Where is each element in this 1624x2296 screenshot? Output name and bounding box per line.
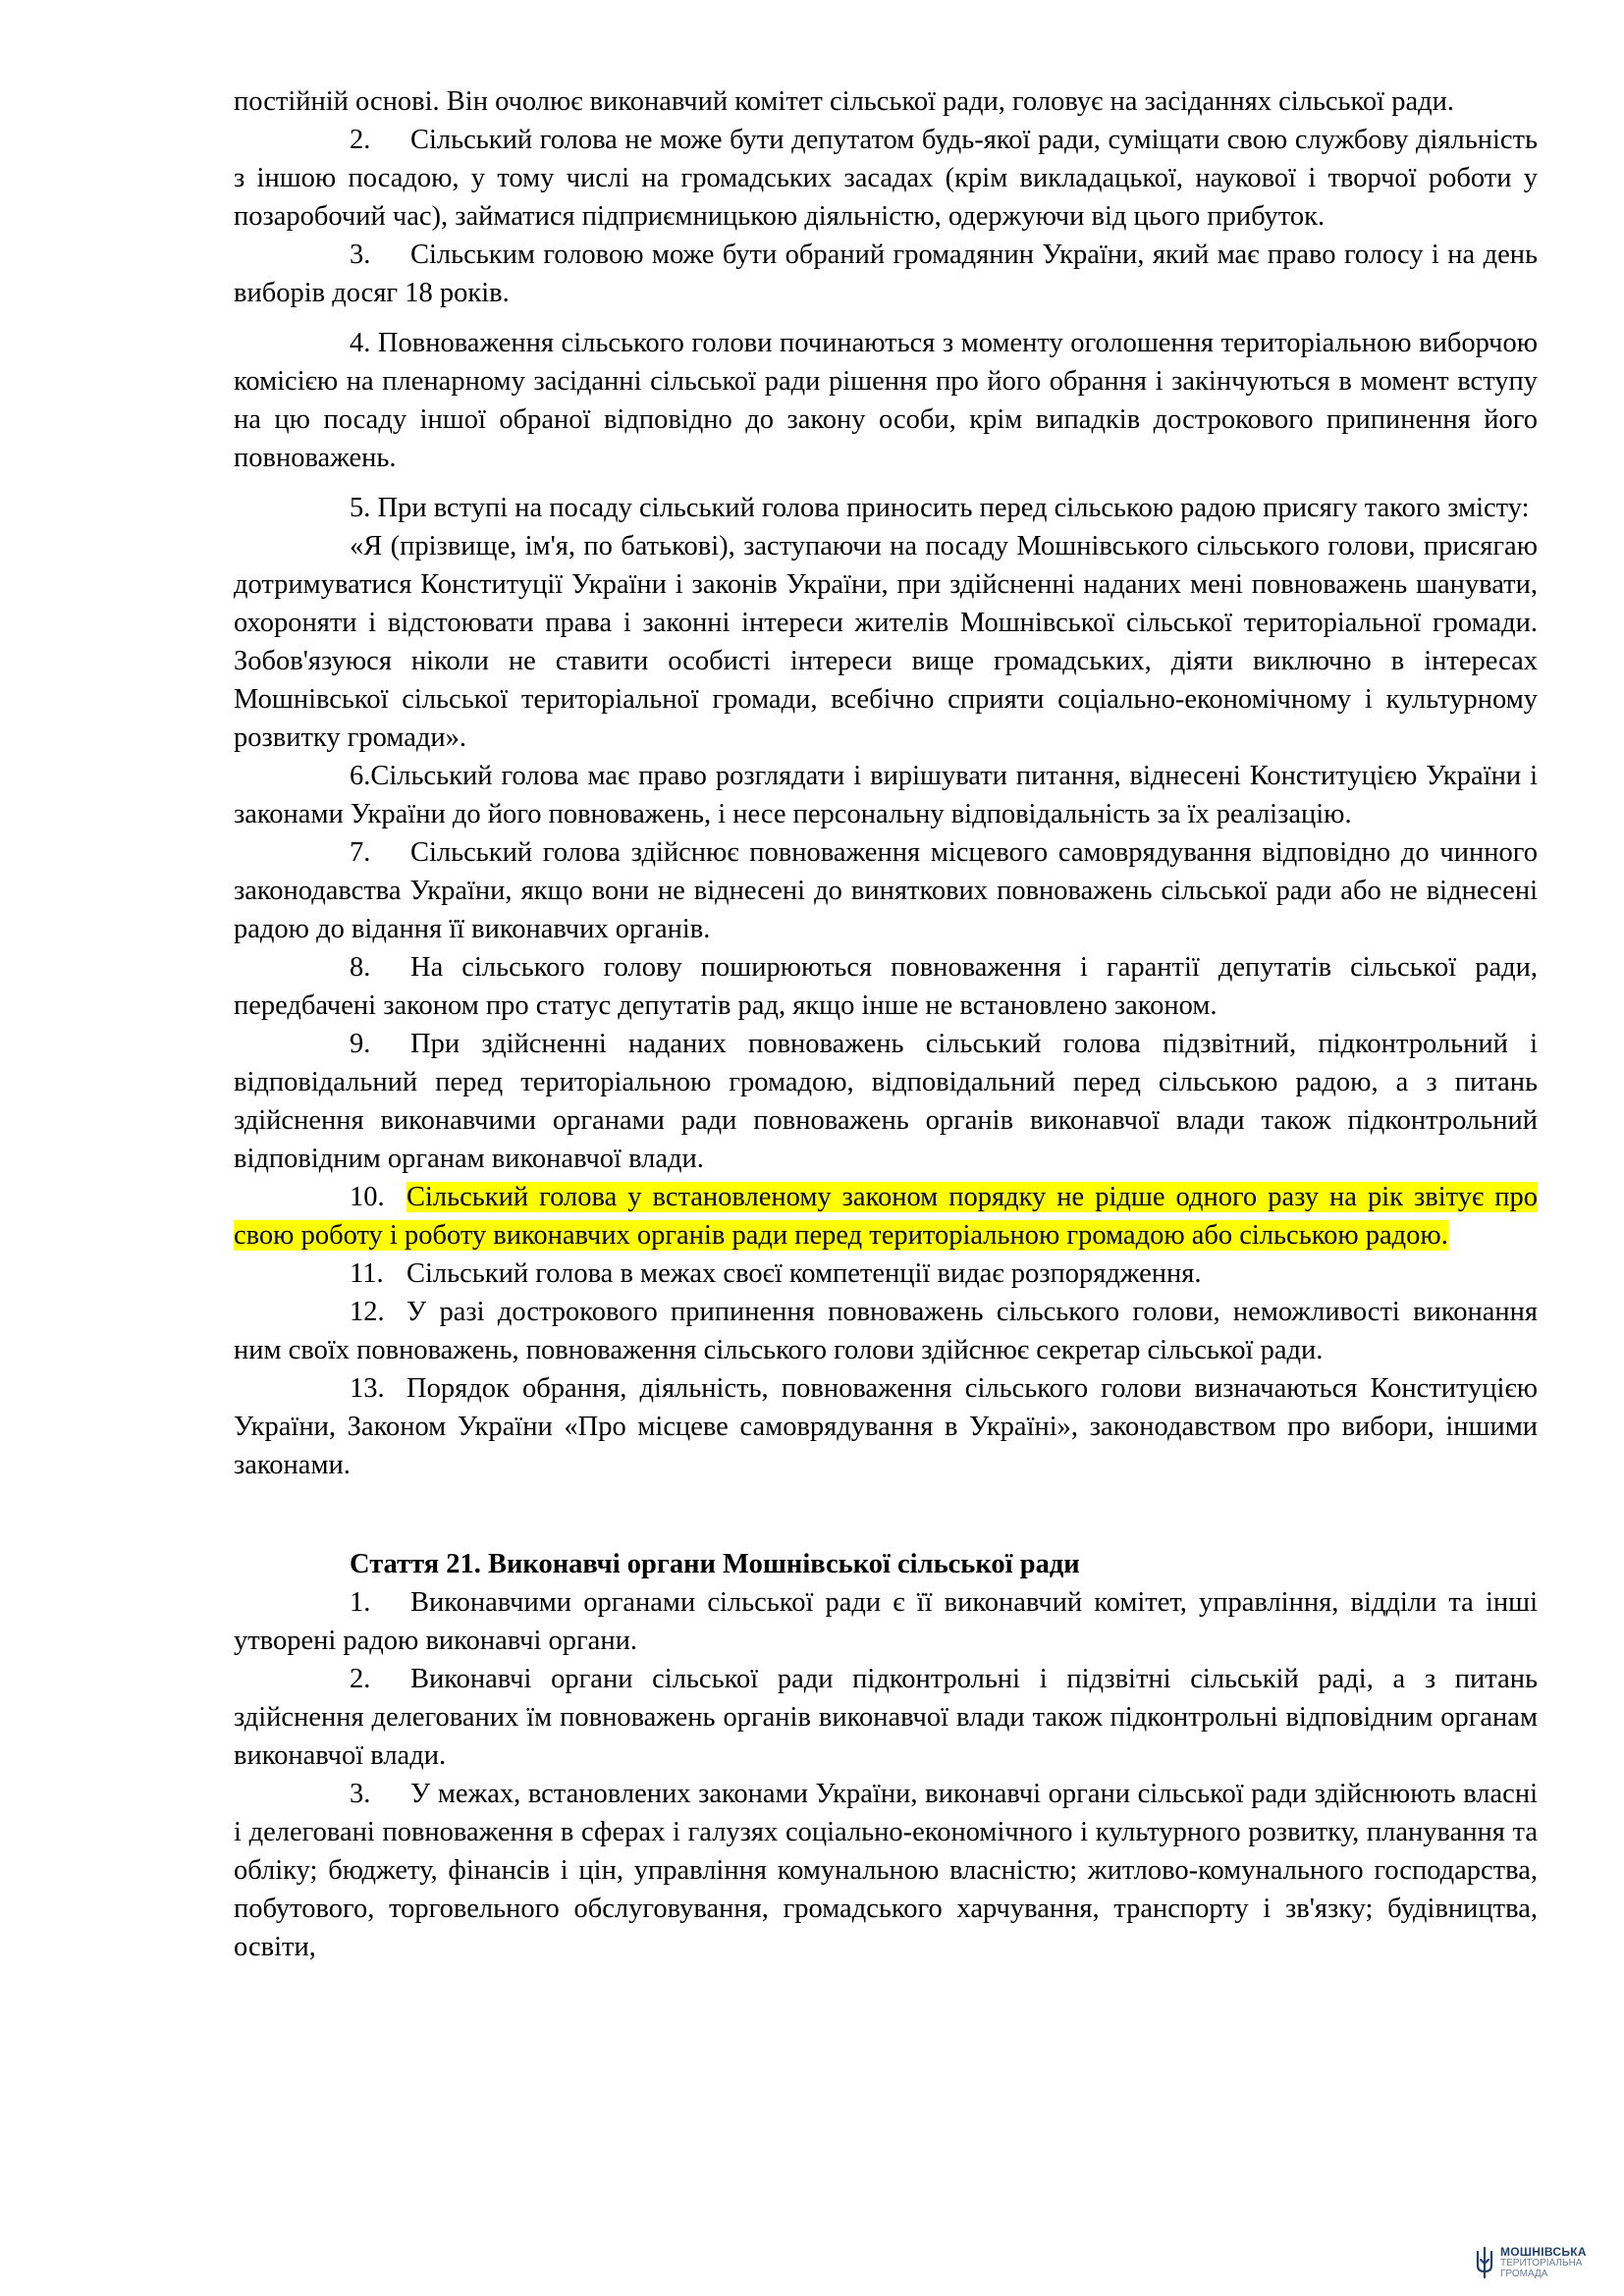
item-number: 9. [350,1029,371,1059]
item-text: У межах, встановлених законами України, виконавчі органи сільської ради здійснюють власні і делеговані повноваження в сферах і галузях соціально-економічного і культурного розвитку, планування та обліку; бюджету, фінансів і цін, управління комунальною власністю; житлово-комунального господарства, побутового, торговельного обслуговування, громадського харчування, транспорту і зв'язку; будівництва, освіти, [234,1779,1538,1962]
article-21-item-3 [234,1775,1538,1966]
logo-line-1: МОШНІВСЬКА [1500,2244,1587,2259]
item-number: 8. [350,952,371,983]
paragraph-continuation: постійній основі. Він очолює виконавчий комітет сільської ради, головує на засіданнях сільської ради. [234,86,1454,117]
item-text: Повноваження сільського голови починаються з моменту оголошення територіальною виборчою комісією на пленарному засіданні сільської ради рішення про його обрання і закінчуються в момент вступу на цю посаду іншої обраної відповідно до закону особи, крім випадків дострокового припинення його повноважень. [234,328,1538,473]
item-number: 5. [350,493,371,523]
paragraph-11 [234,1255,1538,1293]
paragraph-5 [234,489,1538,527]
paragraph-9 [234,1025,1538,1178]
logo-text [1500,2244,1587,2279]
item-text: Порядок обрання, діяльність, повноваження сільського голови визначаються Конституцією України, Законом України «Про місцеве самоврядування в Україні», законодавством про вибори, іншими законами. [234,1373,1538,1480]
item-text: У разі дострокового припинення повноважень сільського голови, неможливості виконання ним своїх повноважень, повноваження сільського голови здійснює секретар сільської ради. [234,1297,1538,1365]
item-number: 6. [350,761,371,791]
paragraph-10-highlighted [234,1178,1538,1255]
item-text: Сільським головою може бути обраний громадянин України, який має право голосу і на день виборів досяг 18 років. [234,240,1538,308]
item-text: Сільський голова здійснює повноваження місцевого самоврядування відповідно до чинного законодавства України, якщо вони не віднесені до виняткових повноважень сільської ради або не віднесені радою до відання її виконавчих органів. [234,837,1538,944]
item-text: Сільський голова має право розглядати і вирішувати питання, віднесені Конституцією України і законами України до його повноважень, і несе персональну відповідальність за їх реалізацію. [234,761,1538,829]
paragraph-3 [234,236,1538,312]
item-number: 1. [350,1587,371,1618]
logo-line-3: ГРОМАДА [1500,2268,1548,2279]
community-logo [1475,2246,1587,2279]
item-text: При вступі на посаду сільський голова приносить перед сільською радою присягу такого змісту: [377,493,1530,523]
paragraph-13 [234,1369,1538,1484]
document-body [234,82,1538,1966]
article-21-item-1 [234,1583,1538,1660]
item-number: 4. [350,328,371,358]
item-number: 7. [350,837,371,868]
oath-text: «Я (прізвище, ім'я, по батькові), заступаючи на посаду Мошнівського сільського голови, присягаю дотримуватися Конституції України і законів України, при здійсненні наданих мені повноважень шанувати, охороняти і відстоювати права і законні інтереси жителів Мошнівської сільської територіальної громади. Зобов'язуюся ніколи не ставити особисті інтереси вище громадських, діяти виключно в інтересах Мошнівської сільської територіальної громади, всебічно сприяти соціально-економічному і культурному розвитку громади». [234,531,1538,753]
paragraph-4 [234,324,1538,477]
highlighted-text: Сільський голова у встановленому законом порядку не рідше одного разу на рік звітує про свою роботу і роботу виконавчих органів ради перед територіальною громадою або сільською радою. [234,1182,1538,1251]
item-number: 3. [350,240,371,270]
item-text: Сільський голова в межах своєї компетенції видає розпорядження. [406,1258,1202,1289]
item-number: 10. [350,1182,385,1212]
paragraph-12 [234,1293,1538,1369]
item-text: При здійсненні наданих повноважень сільський голова підзвітний, підконтрольний і відповідальний перед територіальною громадою, відповідальний перед сільською радою, а з питань здійснення виконавчими органами ради повноважень органів виконавчої влади також підконтрольний відповідним органам виконавчої влади. [234,1029,1538,1174]
paragraph-6 [234,757,1538,833]
item-number: 3. [350,1779,371,1809]
item-text: Виконавчими органами сільської ради є її виконавчий комітет, управління, відділи та інші утворені радою виконавчі органи. [234,1587,1538,1656]
item-text: На сільського голову поширюються повноваження і гарантії депутатів сільської ради, передбачені законом про статус депутатів рад, якщо інше не встановлено законом. [234,952,1538,1021]
item-number: 2. [350,125,371,155]
trident-icon [1475,2246,1494,2279]
article-21-item-2 [234,1660,1538,1775]
item-number: 13. [350,1373,385,1404]
item-number: 2. [350,1664,371,1694]
logo-line-2: ТЕРИТОРІАЛЬНА [1500,2257,1583,2269]
paragraph-8 [234,948,1538,1025]
paragraph-2 [234,121,1538,236]
item-text: Виконавчі органи сільської ради підконтрольні і підзвітні сільській раді, а з питань здійснення делегованих їм повноважень органів виконавчої влади також підконтрольні відповідним органам виконавчої влади. [234,1664,1538,1771]
item-number: 11. [350,1258,384,1289]
paragraph-7 [234,833,1538,948]
item-number: 12. [350,1297,385,1327]
item-text: Сільський голова не може бути депутатом будь-якої ради, суміщати свою службову діяльність з іншою посадою, у тому числі на громадських засадах (крім викладацької, наукової і творчої роботи у позаробочий час), займатися підприємницькою діяльністю, одержуючи від цього прибуток. [234,125,1538,232]
article-21-heading: Стаття 21. Виконавчі органи Мошнівської сільської ради [350,1549,1080,1579]
